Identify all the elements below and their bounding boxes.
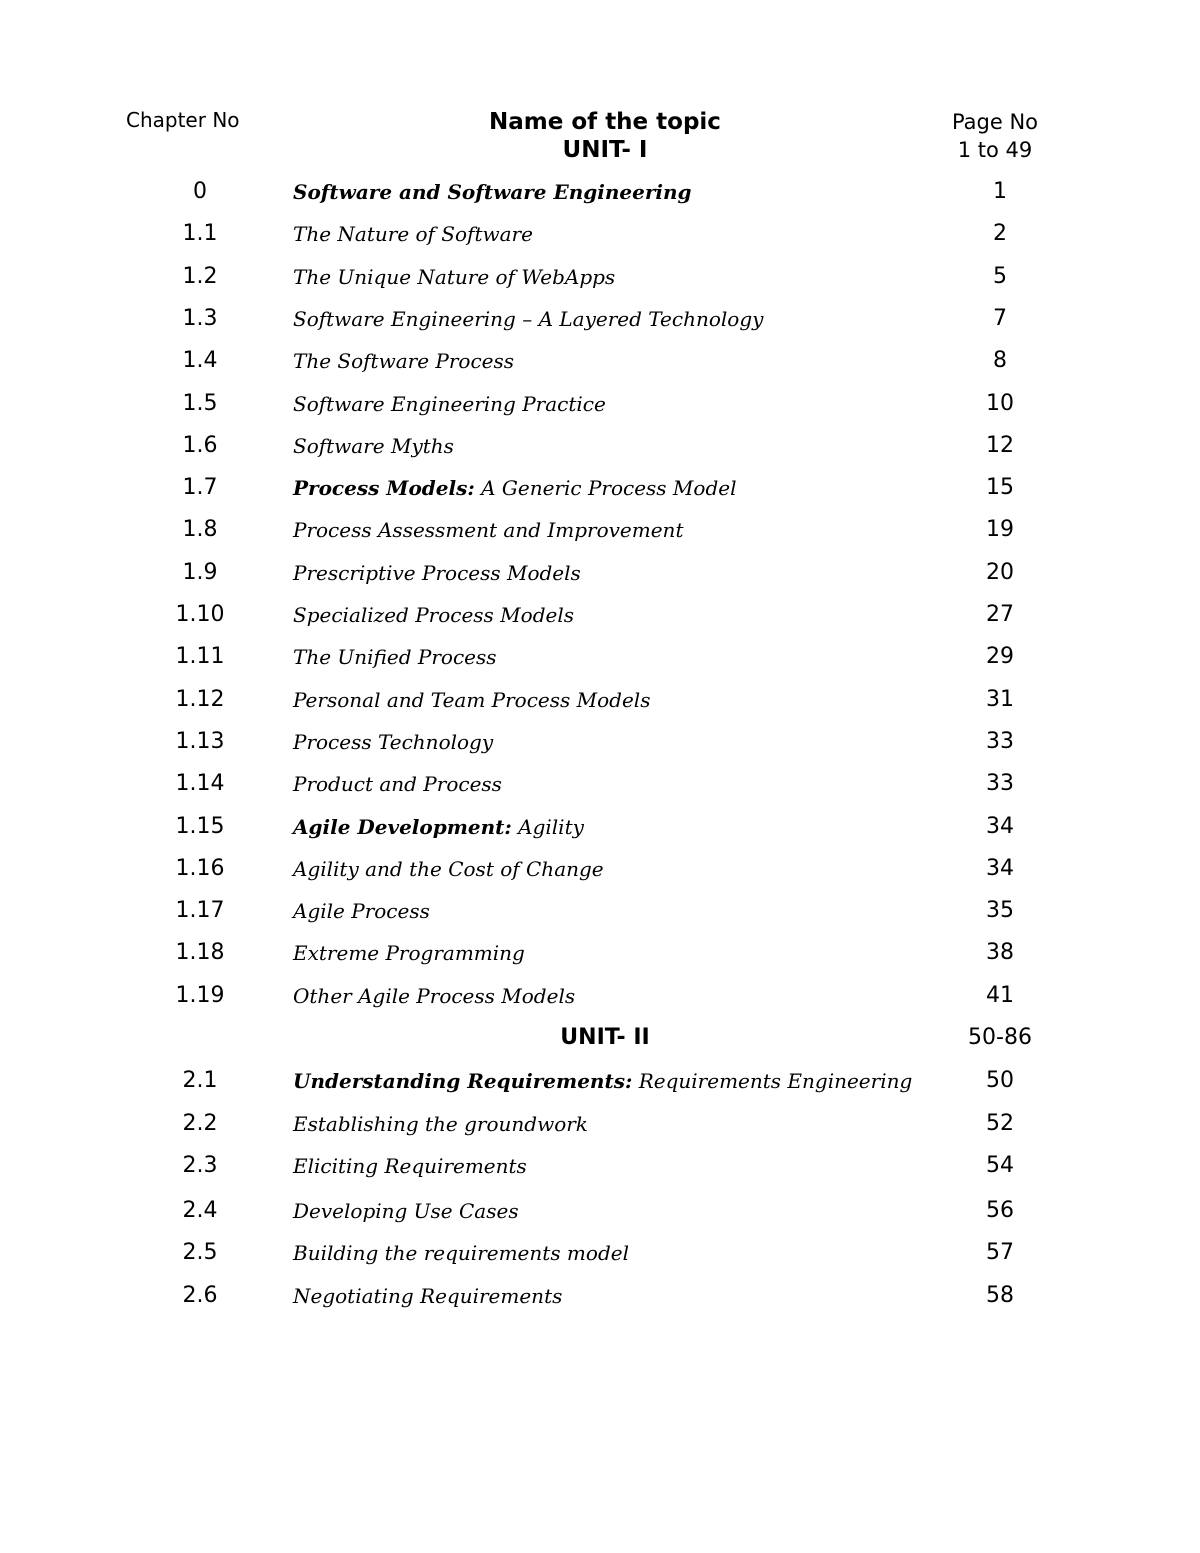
toc-row: [0, 644, 1200, 686]
topic-title: [293, 1284, 562, 1308]
page-no-label: Page No: [951, 110, 1039, 134]
topic-text-part: Requirements Engineering: [632, 1069, 913, 1093]
page-number: 57: [986, 1240, 1014, 1265]
page-number: 56: [986, 1198, 1014, 1223]
page-number: 34: [986, 813, 1014, 839]
topic-title: [293, 1069, 912, 1093]
topic-title: [293, 434, 454, 458]
topic-text-part: Product and Process: [293, 772, 502, 797]
page-number: 2: [993, 221, 1007, 247]
page-number: 1: [993, 179, 1007, 204]
page-no-header: [925, 108, 1065, 164]
page-number: 54: [986, 1153, 1014, 1178]
page-number: 7: [993, 305, 1007, 331]
toc-row: [0, 940, 1200, 982]
chapter-number: 2.2: [182, 1111, 218, 1136]
toc-row: [0, 771, 1200, 813]
chapter-number: 1.8: [182, 517, 218, 543]
chapter-number: 1.18: [175, 940, 225, 966]
topic-title: [293, 561, 581, 585]
topic-text-part: Agile Process: [293, 899, 430, 924]
page-number: 20: [986, 559, 1014, 585]
topic-title: [293, 772, 502, 796]
toc-row: [0, 1111, 1200, 1153]
page-number: 41: [986, 982, 1014, 1008]
toc-row: [0, 983, 1200, 1025]
topic-title: [293, 392, 606, 416]
chapter-no-header: Chapter No: [126, 108, 240, 132]
topic-title: [293, 1112, 588, 1136]
topic-text-part: Agility: [511, 814, 584, 839]
topic-text-part: Other Agile Process Models: [293, 983, 576, 1008]
topic-text-part: Software Engineering – A Layered Technology: [293, 306, 764, 331]
unit-1-title: UNIT- I: [562, 137, 648, 163]
chapter-number: 1.10: [175, 602, 225, 627]
unit-1-pages: 1 to 49: [957, 138, 1033, 162]
topic-text-part: Software Myths: [293, 433, 454, 458]
chapter-number: 1.17: [175, 898, 225, 924]
topic-title: [293, 1154, 527, 1178]
page-number: 27: [986, 602, 1014, 627]
topic-title: [293, 603, 574, 627]
chapter-number: 1.14: [175, 771, 225, 797]
topic-title: [293, 815, 584, 839]
page-number: 8: [993, 348, 1007, 374]
toc-row: [0, 348, 1200, 390]
toc-row: [0, 221, 1200, 263]
toc-row: [0, 814, 1200, 856]
toc-row: [0, 517, 1200, 559]
toc-row: [0, 687, 1200, 729]
chapter-number: 1.2: [182, 263, 218, 289]
page-number: 33: [986, 771, 1014, 797]
page-number: 5: [993, 263, 1007, 289]
toc-row: [0, 560, 1200, 602]
topic-text-part: Developing Use Cases: [293, 1199, 519, 1223]
topic-title: [293, 222, 533, 246]
toc-row: [0, 1068, 1200, 1110]
page-number: 52: [986, 1111, 1014, 1136]
topic-header: [440, 108, 770, 164]
chapter-number: 2.3: [182, 1153, 218, 1178]
chapter-number: 2.5: [182, 1240, 218, 1265]
topic-text-part: Eliciting Requirements: [293, 1154, 527, 1178]
chapter-number: 1.6: [182, 432, 218, 458]
topic-title: [293, 349, 514, 373]
chapter-number: 1.3: [182, 305, 218, 331]
chapter-number: 1.15: [175, 813, 225, 839]
topic-text-part: Personal and Team Process Models: [293, 687, 651, 712]
chapter-number: 1.4: [182, 348, 218, 374]
unit-2-pages: 50-86: [968, 1025, 1032, 1050]
page-number: 35: [986, 898, 1014, 924]
topic-title: [293, 518, 683, 542]
toc-row: [0, 179, 1200, 221]
page-number: 58: [986, 1283, 1014, 1308]
chapter-number: 1.13: [175, 728, 225, 754]
unit-2-title: UNIT- II: [560, 1025, 650, 1050]
topic-bold-part: Software and Software Engineering: [293, 180, 692, 204]
topic-bold-part: Process Models:: [293, 476, 475, 501]
topic-title: [293, 307, 763, 331]
page-number: 29: [986, 644, 1014, 670]
page-number: 12: [986, 432, 1014, 458]
page-number: 38: [986, 940, 1014, 966]
topic-title: [293, 1199, 519, 1223]
toc-row: [0, 1240, 1200, 1282]
toc-row: [0, 391, 1200, 433]
page-number: 50: [986, 1068, 1014, 1093]
topic-text-part: Establishing the groundwork: [293, 1112, 588, 1136]
toc-row: [0, 1153, 1200, 1195]
topic-text-part: The Nature of Software: [293, 222, 533, 247]
page-number: 19: [986, 517, 1014, 543]
topic-text-part: The Unified Process: [293, 645, 497, 670]
topic-title: [293, 1241, 629, 1265]
chapter-number: 1.7: [182, 475, 218, 501]
toc-row: [0, 264, 1200, 306]
topic-text-part: Negotiating Requirements: [293, 1284, 563, 1308]
toc-row: [0, 729, 1200, 771]
chapter-number: 2.6: [182, 1283, 218, 1308]
toc-row: [0, 1198, 1200, 1240]
toc-row: [0, 306, 1200, 348]
topic-bold-part: Agile Development:: [293, 814, 512, 839]
topic-text-part: Specialized Process Models: [293, 603, 574, 627]
topic-title: [293, 688, 650, 712]
topic-bold-part: Understanding Requirements:: [293, 1069, 633, 1093]
chapter-number: 1.5: [182, 390, 218, 416]
topic-text-part: Software Engineering Practice: [293, 391, 606, 416]
chapter-number: 1.1: [182, 221, 218, 247]
chapter-number: 2.4: [182, 1198, 218, 1223]
topic-title: [293, 984, 575, 1008]
topic-title: [293, 730, 493, 754]
page-number: 34: [986, 855, 1014, 881]
topic-text-part: Building the requirements model: [293, 1241, 629, 1265]
topic-text-part: Process Assessment and Improvement: [293, 518, 684, 543]
toc-row: [0, 433, 1200, 475]
toc-row: [0, 856, 1200, 898]
topic-text-part: Prescriptive Process Models: [293, 560, 581, 585]
chapter-number: 1.16: [175, 855, 225, 881]
topic-title: [293, 857, 604, 881]
chapter-number: 0: [193, 179, 207, 204]
chapter-number: 2.1: [182, 1068, 218, 1093]
page-number: 31: [986, 686, 1014, 712]
page-number: 33: [986, 728, 1014, 754]
topic-header-label: Name of the topic: [489, 109, 721, 135]
page-number: 15: [986, 475, 1014, 501]
topic-text-part: Process Technology: [293, 729, 494, 754]
toc-row: [0, 475, 1200, 517]
page-number: 10: [986, 390, 1014, 416]
chapter-number: 1.11: [175, 644, 225, 670]
topic-text-part: The Software Process: [293, 349, 515, 374]
chapter-number: 1.19: [175, 982, 225, 1008]
toc-row: [0, 602, 1200, 644]
topic-text-part: Extreme Programming: [293, 941, 525, 966]
topic-text-part: The Unique Nature of WebApps: [293, 264, 616, 289]
chapter-number: 1.12: [175, 686, 225, 712]
topic-title: [293, 899, 430, 923]
topic-title: [293, 645, 497, 669]
topic-title: [293, 941, 525, 965]
topic-title: [293, 265, 615, 289]
toc-row: [0, 898, 1200, 940]
topic-text-part: A Generic Process Model: [474, 476, 737, 501]
topic-text-part: Agility and the Cost of Change: [293, 856, 604, 881]
chapter-number: 1.9: [182, 559, 218, 585]
toc-row: [0, 1283, 1200, 1325]
topic-title: [293, 476, 736, 500]
topic-title: [293, 180, 692, 204]
